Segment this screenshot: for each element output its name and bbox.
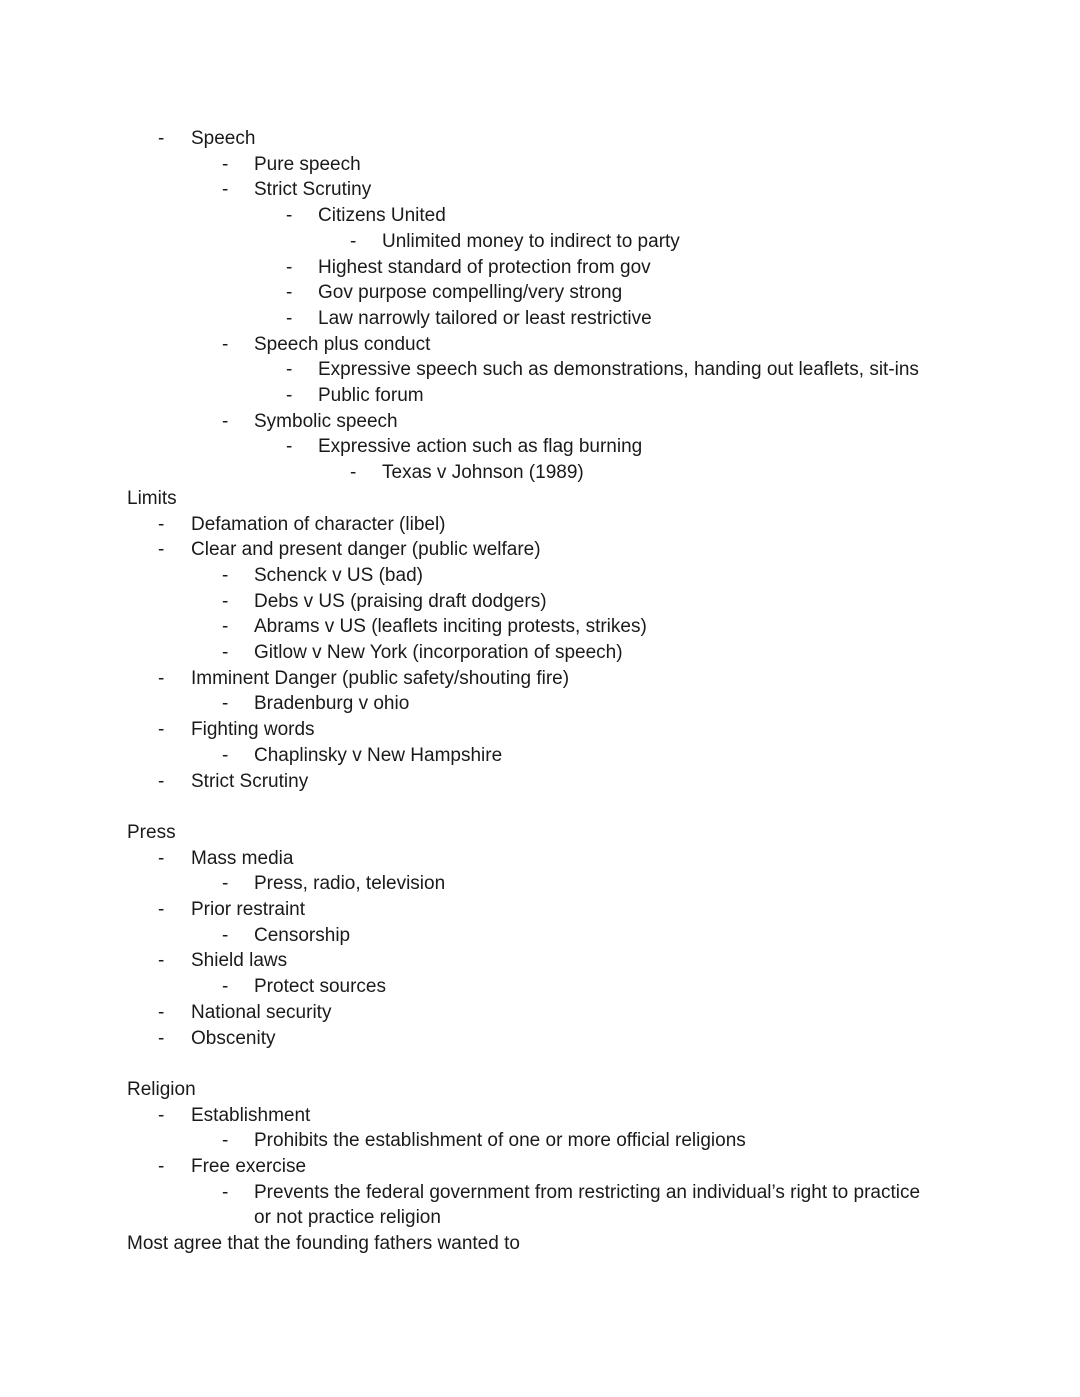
outline-item: Unlimited money to indirect to party (382, 230, 680, 252)
bullet-dash: - (222, 693, 229, 715)
outline-item: Schenck v US (bad) (254, 564, 423, 586)
bullet-dash: - (222, 873, 229, 895)
outline-item: Speech (191, 128, 256, 149)
outline-item: Law narrowly tailored or least restrictive (318, 307, 652, 329)
bullet-dash: - (222, 1130, 229, 1152)
bullet-dash: - (222, 179, 229, 201)
bullet-dash: - (222, 924, 229, 946)
bullet-dash: - (158, 950, 165, 972)
section-heading: Limits (127, 487, 177, 509)
bullet-dash: - (158, 1104, 165, 1126)
outline-item: Prevents the federal government from restricting an individual’s right to practice (254, 1181, 921, 1203)
section-heading: Religion (127, 1078, 196, 1100)
outline-item: Speech plus conduct (254, 333, 431, 355)
bullet-dash: - (286, 282, 293, 304)
outline-item: Public forum (318, 385, 424, 406)
outline-item: Fighting words (191, 719, 315, 741)
outline-item: Chaplinsky v New Hampshire (254, 744, 503, 766)
bullet-dash: - (350, 230, 357, 252)
outline-item: Texas v Johnson (1989) (382, 462, 584, 484)
outline-item: Expressive action such as flag burning (318, 436, 643, 458)
outline-item: Censorship (254, 924, 351, 946)
outline-item: Symbolic speech (254, 410, 398, 432)
bullet-dash: - (158, 1001, 165, 1023)
bullet-dash: - (158, 513, 165, 535)
outline-item: Gov purpose compelling/very strong (318, 282, 623, 304)
bullet-dash: - (222, 642, 229, 663)
bullet-dash: - (350, 462, 357, 484)
bullet-dash: - (222, 153, 229, 175)
outline-item: Press, radio, television (254, 873, 446, 895)
outline-item: Imminent Danger (public safety/shouting fire) (191, 667, 570, 689)
bullet-dash: - (286, 205, 293, 227)
outline-item: Prohibits the establishment of one or more official religions (254, 1130, 746, 1152)
outline-item: Citizens United (318, 205, 446, 227)
bullet-dash: - (222, 590, 229, 612)
outline-item: Obscenity (191, 1027, 276, 1049)
bullet-dash: - (158, 847, 165, 869)
section-heading: Press (127, 821, 176, 843)
section-heading: Most agree that the founding fathers wanted to (127, 1233, 520, 1255)
outline-item: Protect sources (254, 976, 386, 998)
outline-item: Gitlow v New York (incorporation of speech) (254, 642, 623, 663)
outline-item: Free exercise (191, 1156, 307, 1177)
bullet-dash: - (158, 667, 165, 689)
bullet-dash: - (158, 1156, 165, 1177)
bullet-dash: - (158, 1027, 165, 1049)
outline-item: Debs v US (praising draft dodgers) (254, 590, 547, 612)
bullet-dash: - (158, 539, 165, 561)
outline-item: Abrams v US (leaflets inciting protests, strikes) (254, 616, 647, 638)
bullet-dash: - (286, 359, 293, 381)
outline-item: Prior restraint (191, 899, 306, 920)
outline-item: National security (191, 1001, 332, 1023)
bullet-dash: - (222, 744, 229, 766)
bullet-dash: - (158, 899, 165, 920)
bullet-dash: - (222, 1181, 229, 1203)
outline-item: Shield laws (191, 950, 288, 972)
bullet-dash: - (222, 333, 229, 355)
outline-item: Clear and present danger (public welfare) (191, 539, 541, 561)
bullet-dash: - (286, 307, 293, 329)
outline-item: Expressive speech such as demonstrations, handing out leaflets, sit-ins (318, 359, 919, 381)
outline-item: Pure speech (254, 153, 361, 175)
outline-item: Establishment (191, 1104, 311, 1126)
bullet-dash: - (286, 256, 293, 278)
outline-item: Highest standard of protection from gov (318, 256, 651, 278)
outline-item: Mass media (191, 847, 294, 869)
outline-item: Bradenburg v ohio (254, 693, 410, 715)
bullet-dash: - (222, 976, 229, 998)
bullet-dash: - (158, 128, 165, 149)
bullet-dash: - (222, 616, 229, 638)
outline-item: Defamation of character (libel) (191, 513, 446, 535)
bullet-dash: - (286, 436, 293, 458)
bullet-dash: - (158, 719, 165, 741)
bullet-dash: - (222, 410, 229, 432)
bullet-dash: - (222, 564, 229, 586)
bullet-dash: - (158, 770, 165, 792)
bullet-dash: - (286, 385, 293, 406)
outline-item: or not practice religion (254, 1207, 441, 1229)
outline-item: Strict Scrutiny (254, 179, 372, 201)
outline-item: Strict Scrutiny (191, 770, 309, 792)
